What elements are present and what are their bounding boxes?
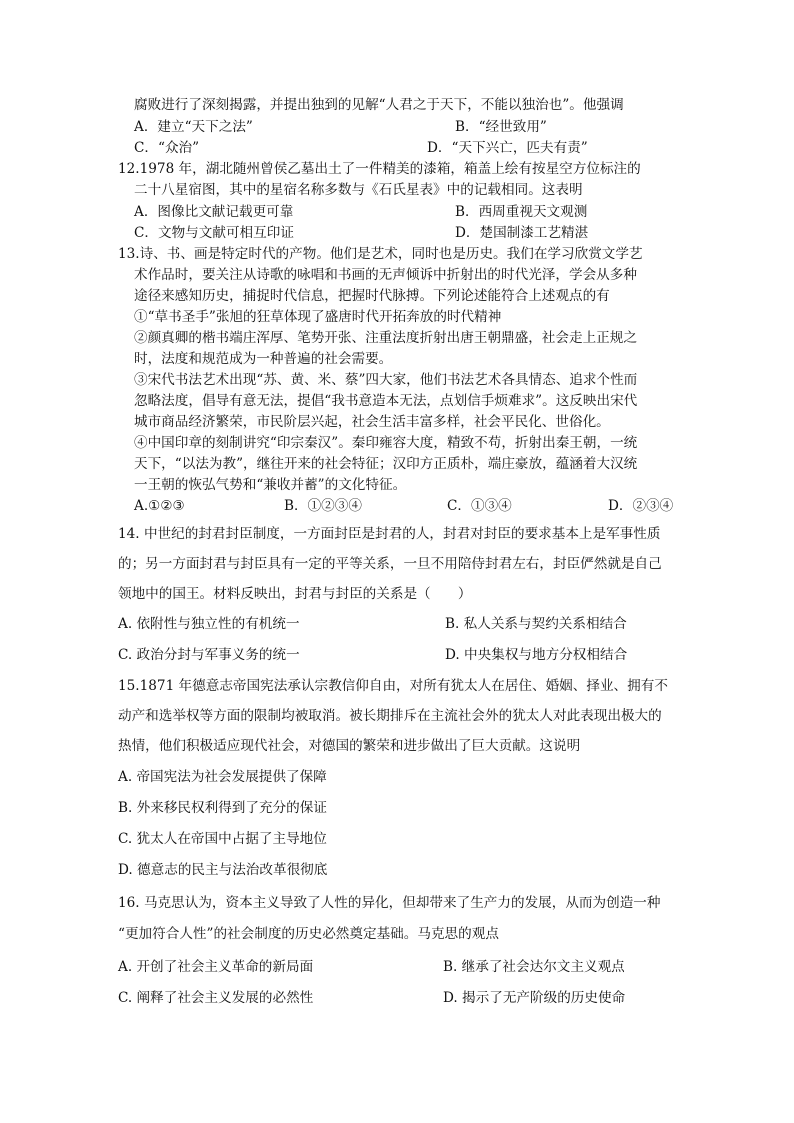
q15-line-2: 动产和选举权等方面的限制均被取消。被长期排斥在主流社会外的犹太人对此表现出极大的 (118, 708, 662, 724)
q12-option-c[interactable]: C．文物与文献可相互印证 (134, 225, 294, 241)
q16-option-b[interactable]: B. 继承了社会达尔文主义观点 (443, 959, 625, 975)
q13-option-c[interactable]: C．①③④ (447, 498, 512, 514)
q13-line-8: 忽略法度，倡导有意无法，提倡“我书意造本无法，点划信手烦难求”。这反映出宋代 (134, 393, 638, 409)
q11-line-cont: 腐败进行了深刻揭露，并提出独到的见解“人君之于天下，不能以独治也”。他强调 (134, 97, 624, 113)
q16-option-a[interactable]: A. 开创了社会主义革命的新局面 (118, 959, 314, 975)
q13-option-b[interactable]: B．①②③④ (284, 498, 362, 514)
q13-line-10: ④中国印章的刻制讲究“印宗秦汉”。秦印雍容大度，精致不苟，折射出秦王朝，一统 (134, 435, 638, 451)
q11-option-c[interactable]: C．“众治” (134, 140, 200, 156)
q13-line-11: 天下，“以法为教”，继往开来的社会特征；汉印方正质朴，端庄豪放，蕴涵着大汉统 (134, 456, 638, 472)
q11-option-b[interactable]: B．“经世致用” (455, 119, 547, 135)
q12-option-d[interactable]: D．楚国制漆工艺精湛 (455, 225, 589, 241)
q13-line-1: 13.诗、书、画是特定时代的产物。他们是艺术，同时也是历史。我们在学习欣赏文学艺 (118, 246, 643, 262)
q12-line-2: 二十八星宿图，其中的星宿名称多数与《石氏星表》中的记载相同。这表明 (134, 182, 583, 198)
q14-line-3: 领地中的国王。材料反映出，封君与封臣的关系是（ ） (118, 586, 472, 602)
q13-line-7: ③宋代书法艺术出现“苏、黄、米、蔡”四大家，他们书法艺术各具情态、追求个性而 (134, 372, 638, 388)
q15-option-c[interactable]: C. 犹太人在帝国中占据了主导地位 (118, 831, 327, 847)
q16-option-d[interactable]: D. 揭示了无产阶级的历史使命 (443, 990, 626, 1006)
q11-option-a[interactable]: A．建立“天下之法” (134, 119, 253, 135)
q16-option-c[interactable]: C. 阐释了社会主义发展的必然性 (118, 990, 314, 1006)
q14-line-2: 的；另一方面封君与封臣具有一定的平等关系，一旦不用陪侍封君左右，封臣俨然就是自己 (118, 556, 662, 572)
q13-option-d[interactable]: D．②③④ (608, 498, 674, 514)
q14-option-d[interactable]: D. 中央集权与地方分权相结合 (445, 647, 628, 663)
q13-line-5: ②颜真卿的楷书端庄浑厚、笔势开张、注重法度折射出唐王朝鼎盛，社会走上正规之 (134, 330, 637, 346)
q14-option-c[interactable]: C. 政治分封与军事义务的统一 (118, 647, 300, 663)
q13-line-9: 城市商品经济繁荣，市民阶层兴起，社会生活丰富多样，社会平民化、世俗化。 (134, 414, 610, 430)
q15-option-a[interactable]: A. 帝国宪法为社会发展提供了保障 (118, 769, 327, 785)
q16-line-1: 16. 马克思认为，资本主义导致了人性的异化，但却带来了生产力的发展，从而为创造一种 (118, 895, 661, 911)
q11-option-d[interactable]: D．“天下兴亡，匹夫有责” (427, 140, 588, 156)
q13-line-12: 一王朝的恢弘气势和“兼收并蓄”的文化特征。 (134, 477, 407, 493)
q12-line-1: 12.1978 年，湖北随州曾侯乙墓出土了一件精美的漆箱，箱盖上绘有按星空方位标注的 (118, 161, 641, 177)
q12-option-b[interactable]: B．西周重视天文观测 (455, 204, 588, 220)
q13-line-6: 时，法度和规范成为一种普遍的社会需要。 (134, 351, 393, 367)
q16-line-2: “更加符合人性”的社会制度的历史必然奠定基础。马克思的观点 (118, 926, 499, 942)
q14-option-b[interactable]: B. 私人关系与契约关系相结合 (445, 616, 627, 632)
q15-option-d[interactable]: D. 德意志的民主与法治改革很彻底 (118, 862, 328, 878)
q12-option-a[interactable]: A．图像比文献记载更可靠 (134, 204, 294, 220)
q15-line-1: 15.1871 年德意志帝国宪法承认宗教信仰自由，对所有犹太人在居住、婚姻、择业、拥有不 (118, 678, 668, 694)
q15-option-b[interactable]: B. 外来移民权利得到了充分的保证 (118, 800, 327, 816)
q13-option-a[interactable]: A.①②③ (134, 498, 185, 514)
q13-line-2: 术作品时，要关注从诗歌的咏唱和书画的无声倾诉中折射出的时代光泽，学会从多种 (134, 267, 637, 283)
q14-line-1: 14. 中世纪的封君封臣制度，一方面封臣是封君的人，封君对封臣的要求基本上是军事性质 (118, 526, 661, 542)
q13-line-4: ①“草书圣手”张旭的狂草体现了盛唐时代开拓奔放的时代精神 (134, 309, 502, 325)
q14-option-a[interactable]: A. 依附性与独立性的有机统一 (118, 616, 300, 632)
q15-line-3: 热情，他们积极适应现代社会，对德国的繁荣和进步做出了巨大贡献。这说明 (118, 738, 581, 754)
q13-line-3: 途径来感知历史，捕捉时代信息，把握时代脉搏。下列论述能符合上述观点的有 (134, 288, 610, 304)
